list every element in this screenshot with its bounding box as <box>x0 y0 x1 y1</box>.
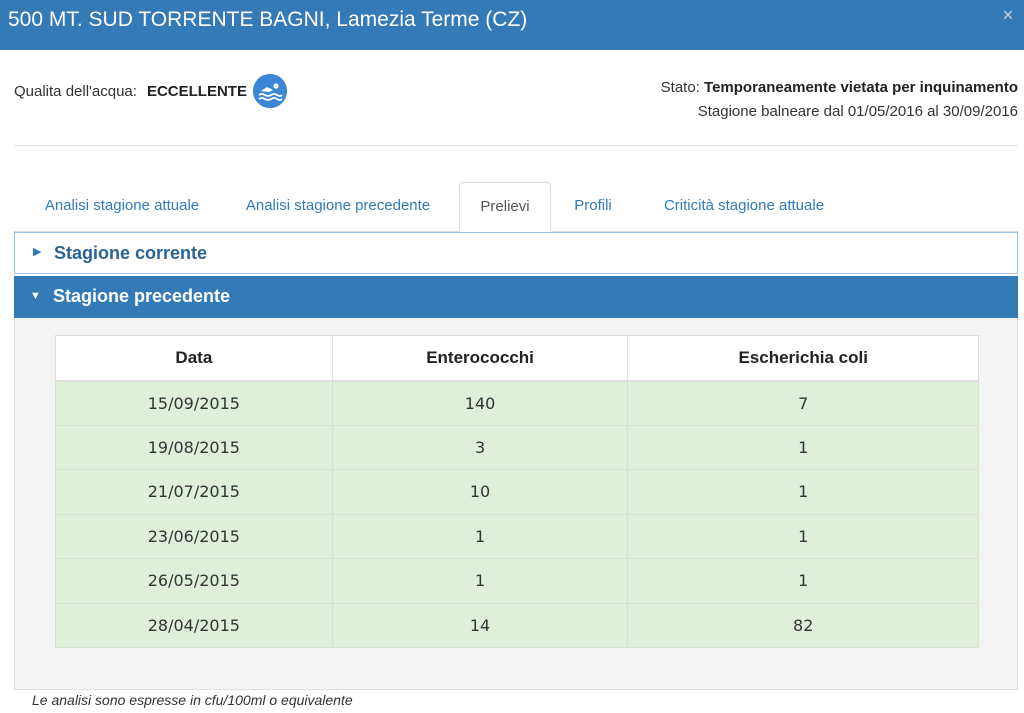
cell-enterococchi: 3 <box>332 425 628 470</box>
cell-date: 19/08/2015 <box>56 425 333 470</box>
status-value: Temporaneamente vietata per inquinamento <box>704 79 1018 96</box>
beach-status <box>661 76 1018 124</box>
table-row <box>56 381 979 426</box>
panel-title-precedente: Stagione precedente <box>53 286 231 306</box>
table-row <box>56 470 979 515</box>
tab-analisi-stagione-attuale[interactable]: Analisi stagione attuale <box>44 197 200 214</box>
cell-escherichia-coli: 1 <box>628 470 979 515</box>
tab-bar <box>14 182 1018 232</box>
swimmer-icon <box>253 74 287 108</box>
caret-right-icon: ▶ <box>33 246 42 258</box>
cell-escherichia-coli: 1 <box>628 514 979 559</box>
cell-escherichia-coli: 82 <box>628 603 979 648</box>
modal-title: 500 MT. SUD TORRENTE BAGNI, Lamezia Terme (CZ) <box>8 8 528 31</box>
divider <box>14 145 1018 146</box>
panel-stagione-precedente[interactable] <box>14 276 1018 318</box>
tab-prelievi[interactable]: Prelievi <box>459 182 551 232</box>
cell-date: 28/04/2015 <box>56 603 333 648</box>
cell-date: 21/07/2015 <box>56 470 333 515</box>
water-quality <box>14 74 287 108</box>
panel-stagione-corrente[interactable] <box>14 232 1018 274</box>
cell-date: 23/06/2015 <box>56 514 333 559</box>
cell-enterococchi: 1 <box>332 514 628 559</box>
table-row <box>56 603 979 648</box>
table-row <box>56 514 979 559</box>
water-quality-value: ECCELLENTE <box>146 82 247 100</box>
caret-down-icon: ▼ <box>30 290 41 302</box>
cell-date: 15/09/2015 <box>56 381 333 426</box>
status-label: Stato: <box>660 79 700 96</box>
cell-escherichia-coli: 1 <box>628 559 979 604</box>
status-line <box>661 76 1018 100</box>
modal-header <box>0 0 1024 50</box>
column-header-enterococchi[interactable]: Enterococchi <box>332 336 628 381</box>
tab-analisi-stagione-precedente[interactable]: Analisi stagione precedente <box>245 197 431 214</box>
season-range: Stagione balneare dal 01/05/2016 al 30/09/2016 <box>697 103 1018 120</box>
table-row <box>56 559 979 604</box>
column-header-escherichia-coli[interactable]: Escherichia coli <box>628 336 979 381</box>
cell-enterococchi: 10 <box>332 470 628 515</box>
table-header-row <box>56 336 979 381</box>
units-footnote: Le analisi sono espresse in cfu/100ml o equivalente <box>32 692 353 708</box>
cell-escherichia-coli: 7 <box>628 381 979 426</box>
column-header-data[interactable]: Data <box>56 336 333 381</box>
close-icon[interactable]: × <box>1002 5 1014 25</box>
panel-title-corrente: Stagione corrente <box>54 243 208 263</box>
tab-criticita-stagione-attuale[interactable]: Criticità stagione attuale <box>663 197 825 214</box>
water-quality-label: Qualita dell'acqua: <box>14 82 137 100</box>
cell-enterococchi: 140 <box>332 381 628 426</box>
samples-table <box>55 335 979 648</box>
cell-enterococchi: 1 <box>332 559 628 604</box>
cell-enterococchi: 14 <box>332 603 628 648</box>
cell-date: 26/05/2015 <box>56 559 333 604</box>
cell-escherichia-coli: 1 <box>628 425 979 470</box>
tab-profili[interactable]: Profili <box>574 197 612 214</box>
table-row <box>56 425 979 470</box>
panel-body-precedente <box>14 318 1018 690</box>
